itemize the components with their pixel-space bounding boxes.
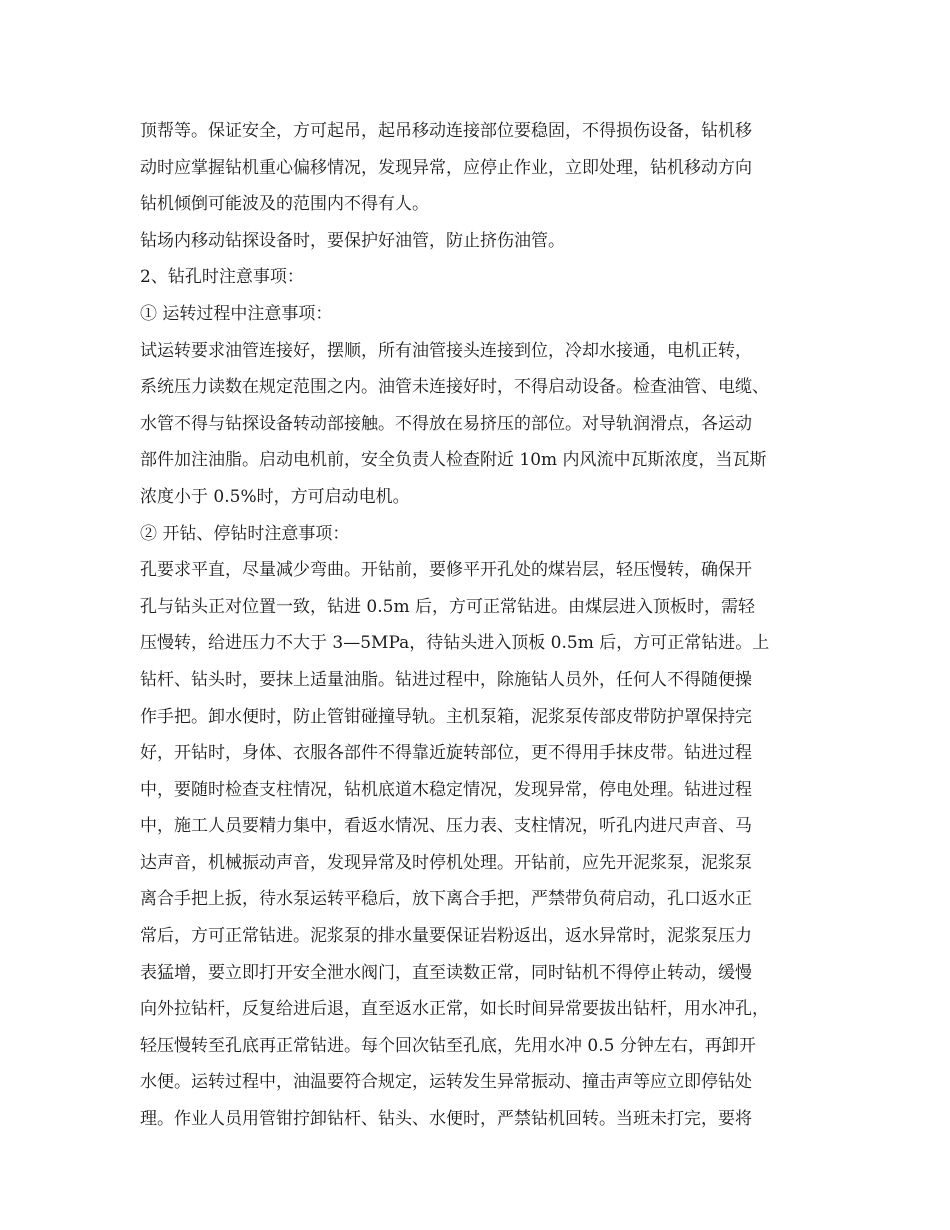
text-line: 动时应掌握钻机重心偏移情况，发现异常，应停止作业，立即处理，钻机移动方向 [140,157,752,178]
text-line: 部件加注油脂。启动电机前，安全负责人检查附近 10m 内风流中瓦斯浓度，当瓦斯 [140,450,767,471]
text-line: 达声音，机械振动声音，发现异常及时停机处理。开钻前，应先开泥浆泵，泥浆泵 [140,852,752,873]
text-line: 试运转要求油管连接好，摆顺，所有油管接头连接到位，冷却水接通，电机正转， [140,340,752,361]
text-line: 离合手把上扳，待水泵运转平稳后，放下离合手把，严禁带负荷启动，孔口返水正 [140,889,752,910]
text-line: 中，施工人员要精力集中，看返水情况、压力表、支柱情况，听孔内进尺声音、马 [140,816,752,837]
text-line: 好，开钻时，身体、衣服各部件不得靠近旋转部位，更不得用手抹皮带。钻进过程 [140,743,752,764]
text-line: 顶帮等。保证安全，方可起吊，起吊移动连接部位要稳固，不得损伤设备，钻机移 [140,121,752,141]
subsection-heading: ② 开钻、停钻时注意事项： [140,523,350,544]
text-line: 钻机倾倒可能波及的范围内不得有人。 [140,194,429,215]
text-line: 向外拉钻杆，反复给进后退，直至返水正常，如长时间异常要拔出钻杆，用水冲孔， [140,999,769,1020]
text-line: 系统压力读数在规定范围之内。油管未连接好时，不得启动设备。检查油管、电缆、 [140,377,769,398]
text-line: 水便。运转过程中，油温要符合规定，运转发生异常振动、撞击声等应立即停钻处 [140,1072,752,1093]
text-line: 孔与钻头正对位置一致，钻进 0.5m 后，方可正常钻进。由煤层进入顶板时，需轻 [140,596,755,617]
text-line: 常后，方可正常钻进。泥浆泵的排水量要保证岩粉返出，返水异常时，泥浆泵压力 [140,926,752,947]
text-line: 轻压慢转至孔底再正常钻进。每个回次钻至孔底，先用水冲 0.5 分钟左右，再卸开 [140,1035,756,1056]
subsection-heading: ① 运转过程中注意事项： [140,303,333,324]
text-line: 作手把。卸水便时，防止管钳碰撞导轨。主机泵箱，泥浆泵传部皮带防护罩保持完 [140,706,752,727]
text-line: 孔要求平直，尽量减少弯曲。开钻前，要修平开孔处的煤岩层，轻压慢转，确保开 [140,560,752,581]
text-line: 表猛增，要立即打开安全泄水阀门，直至读数正常，同时钻机不得停止转动，缓慢 [140,962,752,983]
document-body [140,113,830,1138]
text-line: 理。作业人员用管钳拧卸钻杆、钻头、水便时，严禁钻机回转。当班未打完，要将 [140,1109,752,1130]
text-line: 钻场内移动钻探设备时，要保护好油管，防止挤伤油管。 [140,230,565,251]
text-line: 中，要随时检查支柱情况，钻机底道木稳定情况，发现异常，停电处理。钻进过程 [140,779,752,800]
text-line: 水管不得与钻探设备转动部接触。不得放在易挤压的部位。对导轨润滑点，各运动 [140,413,752,434]
section-heading: 2、钻孔时注意事项： [140,267,304,288]
text-line: 浓度小于 0.5%时，方可启动电机。 [140,486,410,507]
text-line: 压慢转，给进压力不大于 3—5MPa，待钻头进入顶板 0.5m 后，方可正常钻进。上 [140,633,770,654]
text-line: 钻杆、钻头时，要抹上适量油脂。钻进过程中，除施钻人员外，任何人不得随便操 [140,669,752,690]
